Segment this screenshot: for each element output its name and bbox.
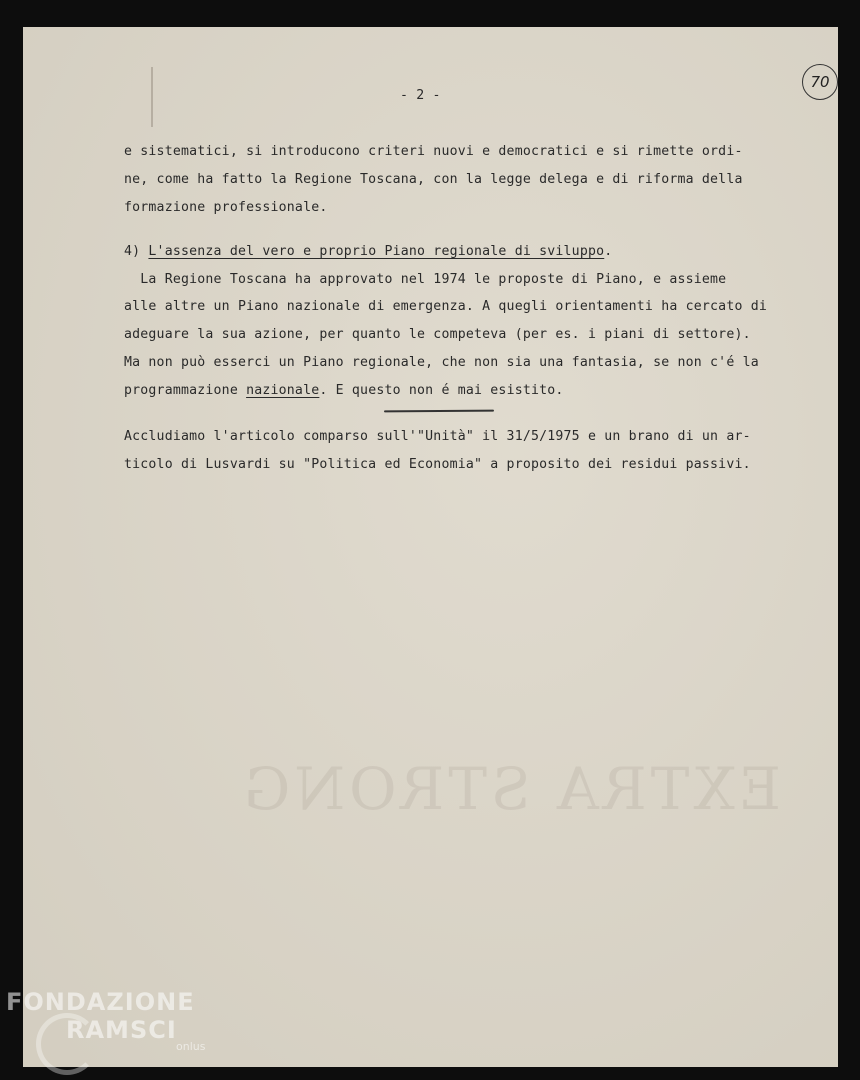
archive-number-circled	[802, 64, 838, 100]
section-4-heading-line	[124, 244, 612, 259]
section-heading: L'assenza del vero e proprio Piano regionale di sviluppo	[148, 244, 605, 259]
continuation-line-1: e sistematici, si introducono criteri nuovi e democratici e si rimette ordi-	[124, 144, 743, 159]
underlined-word-nazionale: nazionale	[246, 383, 320, 398]
section-4-line-5	[124, 383, 564, 398]
section-4-line-2: alle altre un Piano nazionale di emergenza. A quegli orientamenti ha cercato di	[124, 299, 768, 314]
logo-line-2: RAMSCI	[66, 1016, 177, 1044]
section-4-line-3: adeguare la sua azione, per quanto le competeva (per es. i piani di settore).	[124, 327, 751, 342]
archive-number: 70	[810, 73, 830, 91]
closing-line-1: Accludiamo l'articolo comparso sull'"Unità" il 31/5/1975 e un brano di un ar-	[124, 429, 751, 444]
paper-watermark: EXTRA STRONG	[240, 755, 782, 823]
section-number: 4)	[124, 244, 141, 259]
fondazione-gramsci-logo	[6, 988, 205, 1053]
logo-line-1: FONDAZIONE	[6, 988, 195, 1016]
page-header: - 2 -	[400, 88, 441, 103]
continuation-line-2: ne, come ha fatto la Regione Toscana, con la legge delega e di riforma della	[124, 172, 743, 187]
last-line-end: . E questo non é mai esistito.	[319, 383, 564, 398]
section-heading-end: .	[604, 244, 613, 259]
closing-line-2: ticolo di Lusvardi su "Politica ed Economia" a proposito dei residui passivi.	[124, 457, 751, 472]
last-line-start: programmazione	[124, 383, 247, 398]
continuation-line-3: formazione professionale.	[124, 200, 328, 215]
logo-line-3: onlus	[176, 1040, 206, 1053]
section-4-line-4: Ma non può esserci un Piano regionale, che non sia una fantasia, se non c'é la	[124, 355, 759, 370]
paper-crease	[151, 67, 153, 127]
section-4-line-1: La Regione Toscana ha approvato nel 1974 le proposte di Piano, e assieme	[124, 272, 727, 287]
